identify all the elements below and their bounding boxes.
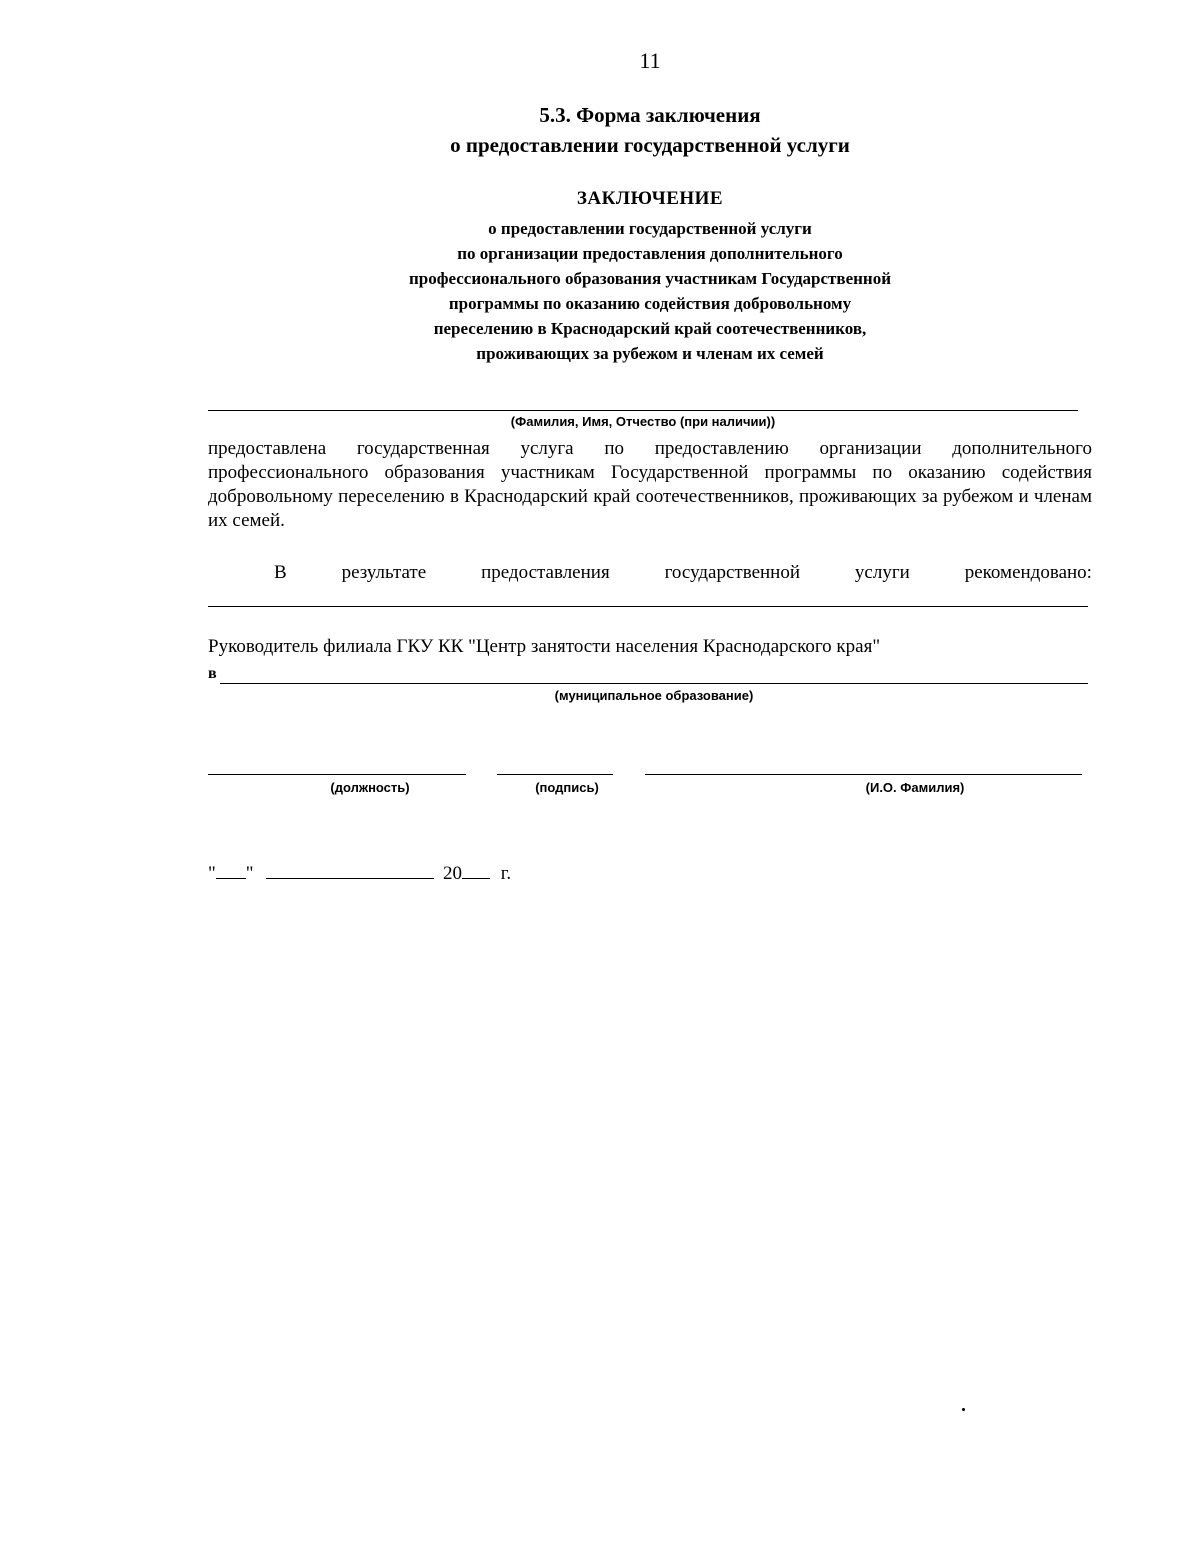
recommendation-blank-line[interactable] xyxy=(208,606,1088,607)
recommendation-word: В xyxy=(274,562,287,583)
name-caption: (И.О. Фамилия) xyxy=(865,780,965,795)
fio-blank-line[interactable] xyxy=(208,410,1078,411)
position-caption: (должность) xyxy=(330,780,410,795)
subtitle-line: переселению в Краснодарский край соотечественников, xyxy=(433,319,867,338)
municipal-blank-line[interactable] xyxy=(220,683,1088,684)
day-blank[interactable] xyxy=(216,860,246,879)
subtitle-line: программы по оказанию содействия добровольному xyxy=(448,294,852,313)
scan-dot-mark xyxy=(962,1408,965,1411)
municipal-caption: (муниципальное образование) xyxy=(554,688,754,703)
signature-blank-line[interactable] xyxy=(497,774,613,775)
recommendation-word: рекомендовано: xyxy=(964,562,1092,583)
section-heading-line-2: о предоставлении государственной услуги xyxy=(450,133,850,157)
subtitle-line: профессионального образования участникам Государственной xyxy=(408,269,892,288)
date-close-quote: " xyxy=(245,863,254,884)
subtitle-line: о предоставлении государственной услуги xyxy=(488,219,812,238)
subtitle-line: проживающих за рубежом и членам их семей xyxy=(476,344,824,363)
date-year-prefix: 20 xyxy=(443,863,463,884)
date-line xyxy=(208,860,511,885)
recommendation-word: результате xyxy=(341,562,427,583)
signature-caption: (подпись) xyxy=(535,780,599,795)
document-subtitle xyxy=(0,216,1200,366)
recommendation-word: услуги xyxy=(854,562,910,583)
fio-caption: (Фамилия, Имя, Отчество (при наличии)) xyxy=(510,414,776,429)
page-number: 11 xyxy=(639,48,661,73)
manager-label: Руководитель филиала ГКУ КК "Центр занятости населения Краснодарского края" xyxy=(208,636,881,657)
position-blank-line[interactable] xyxy=(208,774,466,775)
subtitle-line: по организации предоставления дополнительного xyxy=(457,244,843,263)
section-heading xyxy=(0,100,1200,160)
municipal-prefix: в xyxy=(208,665,217,682)
section-heading-line-1: 5.3. Форма заключения xyxy=(539,103,761,127)
document-title: ЗАКЛЮЧЕНИЕ xyxy=(576,188,724,209)
recommendation-line xyxy=(208,562,1092,584)
recommendation-word: предоставления xyxy=(481,562,610,583)
year-blank[interactable] xyxy=(462,860,490,879)
month-blank[interactable] xyxy=(266,860,434,879)
name-blank-line[interactable] xyxy=(645,774,1082,775)
recommendation-word: государственной xyxy=(664,562,801,583)
date-open-quote: " xyxy=(208,863,216,884)
body-paragraph: предоставлена государственная услуга по предоставлению организации дополнительного профессионального образования участникам Государственной программы по оказанию содействия добровольному переселению в Краснодарский край соотечественников, проживающих за рубежом и членам их семей. xyxy=(208,438,1092,531)
date-year-suffix: г. xyxy=(500,863,512,884)
